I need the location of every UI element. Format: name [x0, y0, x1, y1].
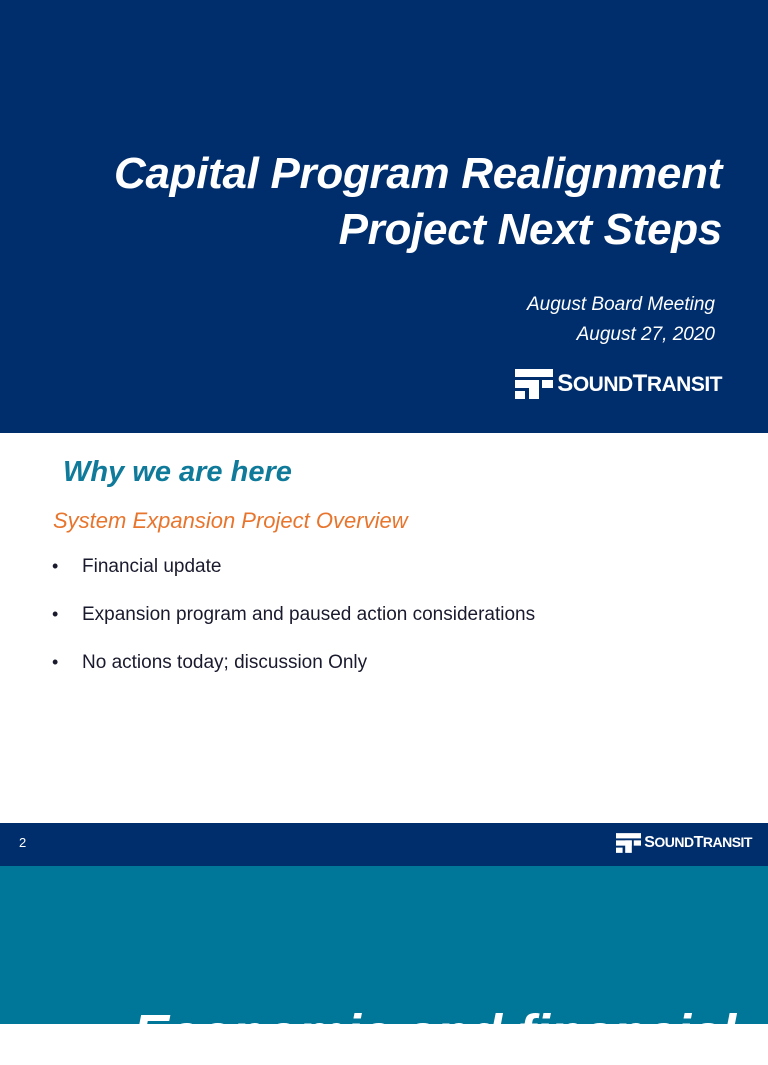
page-number: 2 — [19, 835, 27, 850]
slide-title-line1: Capital Program Realignment — [113, 149, 722, 198]
bullet-icon: • — [52, 604, 59, 624]
bullet-text: No actions today; discussion Only — [82, 652, 368, 673]
section-slide — [0, 866, 768, 1064]
soundtransit-wordmark: SOUNDTRANSIT — [644, 834, 752, 851]
soundtransit-logo — [515, 369, 722, 399]
slide-title-line2: Project Next Steps — [338, 205, 722, 254]
slide-footer — [0, 823, 768, 866]
slide-subheading: System Expansion Project Overview — [53, 508, 408, 533]
section-title: Economic and financial — [133, 1004, 737, 1064]
meeting-info — [527, 290, 715, 350]
bullet-icon: • — [52, 556, 59, 576]
slide-title — [114, 146, 722, 258]
meeting-date: August 27, 2020 — [576, 324, 715, 345]
meeting-name: August Board Meeting — [526, 294, 715, 315]
bullet-text: Expansion program and paused action considerations — [82, 604, 536, 625]
soundtransit-logo-icon — [616, 833, 641, 853]
slide-heading: Why we are here — [63, 456, 292, 488]
title-slide — [0, 0, 768, 433]
soundtransit-logo-small — [616, 833, 752, 853]
soundtransit-wordmark: SOUNDTRANSIT — [557, 370, 722, 397]
soundtransit-logo-icon — [515, 369, 553, 399]
bullet-text: Financial update — [82, 556, 222, 577]
content-slide — [0, 433, 768, 823]
bullet-icon: • — [52, 652, 59, 672]
